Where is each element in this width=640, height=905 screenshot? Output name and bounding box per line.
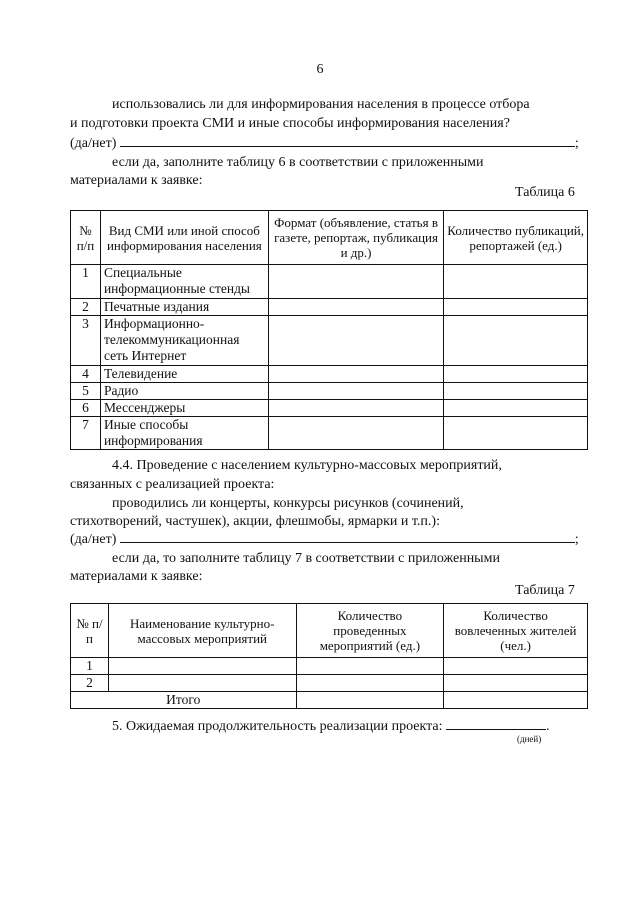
- table6-caption: Таблица 6: [515, 185, 575, 200]
- duration-blank[interactable]: [446, 729, 546, 730]
- residents-total-cell[interactable]: [444, 692, 588, 709]
- terminator: .: [546, 719, 550, 734]
- format-cell[interactable]: [268, 299, 444, 316]
- intro-if-yes-2: материалами к заявке:: [70, 173, 203, 188]
- table-row: [71, 366, 588, 383]
- event-name-cell[interactable]: [108, 658, 296, 675]
- row-number: 1: [71, 658, 109, 675]
- total-label: Итого: [71, 692, 297, 709]
- format-cell[interactable]: [268, 417, 444, 450]
- intro-line-2: и подготовки проекта СМИ и иные способы информирования населения?: [70, 116, 510, 131]
- row-media-type: Мессенджеры: [100, 400, 268, 417]
- events-count-cell[interactable]: [296, 675, 444, 692]
- answer-label: (да/нет): [70, 136, 117, 151]
- table-row: [71, 383, 588, 400]
- section5-row: [112, 719, 550, 735]
- row-media-type: Телевидение: [100, 366, 268, 383]
- header-residents-count: Количество вовлеченных жителей (чел.): [444, 604, 588, 658]
- format-cell[interactable]: [268, 265, 444, 299]
- count-cell[interactable]: [444, 366, 588, 383]
- intro-answer-row: [70, 136, 579, 152]
- count-cell[interactable]: [444, 417, 588, 450]
- format-cell[interactable]: [268, 316, 444, 366]
- count-cell[interactable]: [444, 299, 588, 316]
- count-cell[interactable]: [444, 265, 588, 299]
- section44-line-3: проводились ли концерты, конкурсы рисунков (сочинений,: [112, 496, 464, 511]
- format-cell[interactable]: [268, 383, 444, 400]
- table7-caption: Таблица 7: [515, 583, 575, 598]
- row-number: 5: [71, 383, 101, 400]
- count-cell[interactable]: [444, 316, 588, 366]
- count-cell[interactable]: [444, 400, 588, 417]
- table-7: [70, 603, 588, 709]
- section44-if-yes-2: материалами к заявке:: [70, 569, 203, 584]
- header-count: Количество публикаций, репортажей (ед.): [444, 211, 588, 265]
- answer-blank[interactable]: [120, 146, 575, 147]
- row-media-type: Специальные информационные стенды: [100, 265, 268, 299]
- section44-line-4: стихотворений, частушек), акции, флешмобы, ярмарки и т.п.):: [70, 514, 440, 529]
- table-row: [71, 675, 588, 692]
- header-event-name: Наименование культурно-массовых мероприятий: [108, 604, 296, 658]
- row-media-type: Печатные издания: [100, 299, 268, 316]
- header-events-count: Количество проведенных мероприятий (ед.): [296, 604, 444, 658]
- row-number: 4: [71, 366, 101, 383]
- residents-count-cell[interactable]: [444, 675, 588, 692]
- header-media-type: Вид СМИ или иной способ информирования населения: [100, 211, 268, 265]
- answer-blank[interactable]: [120, 542, 575, 543]
- table-6: [70, 210, 588, 450]
- table7-header-row: [71, 604, 588, 658]
- events-count-cell[interactable]: [296, 658, 444, 675]
- section44-answer-row: [70, 532, 579, 548]
- table-row: [71, 265, 588, 299]
- section5-text: 5. Ожидаемая продолжительность реализации проекта:: [112, 719, 443, 734]
- row-number: 2: [71, 299, 101, 316]
- count-cell[interactable]: [444, 383, 588, 400]
- header-number: № п/п: [71, 604, 109, 658]
- section44-if-yes-1: если да, то заполните таблицу 7 в соответствии с приложенными: [112, 551, 500, 566]
- page-number: 6: [316, 62, 324, 77]
- events-total-cell[interactable]: [296, 692, 444, 709]
- row-number: 1: [71, 265, 101, 299]
- table-row: [71, 658, 588, 675]
- answer-label: (да/нет): [70, 532, 117, 547]
- section44-line-1: 4.4. Проведение с населением культурно-массовых мероприятий,: [112, 458, 502, 473]
- row-media-type: Радио: [100, 383, 268, 400]
- row-number: 2: [71, 675, 109, 692]
- terminator: ;: [574, 532, 579, 547]
- row-media-type: Иные способы информирования: [100, 417, 268, 450]
- table-row: [71, 299, 588, 316]
- intro-line-1: использовались ли для информирования населения в процессе отбора: [112, 97, 530, 112]
- terminator: ;: [574, 136, 579, 151]
- event-name-cell[interactable]: [108, 675, 296, 692]
- section44-line-2: связанных с реализацией проекта:: [70, 477, 275, 492]
- format-cell[interactable]: [268, 400, 444, 417]
- table6-header-row: [71, 211, 588, 265]
- header-number: № п/п: [71, 211, 101, 265]
- row-number: 6: [71, 400, 101, 417]
- format-cell[interactable]: [268, 366, 444, 383]
- duration-unit-note: (дней): [517, 734, 542, 744]
- row-number: 7: [71, 417, 101, 450]
- table-row: [71, 417, 588, 450]
- table-row: [71, 316, 588, 366]
- residents-count-cell[interactable]: [444, 658, 588, 675]
- table-row: [71, 400, 588, 417]
- header-format: Формат (объявление, статья в газете, репортаж, публикация и др.): [268, 211, 444, 265]
- total-row: [71, 692, 588, 709]
- intro-if-yes-1: если да, заполните таблицу 6 в соответствии с приложенными: [112, 155, 484, 170]
- row-number: 3: [71, 316, 101, 366]
- row-media-type: Информационно-телекоммуникационная сеть Интернет: [100, 316, 268, 366]
